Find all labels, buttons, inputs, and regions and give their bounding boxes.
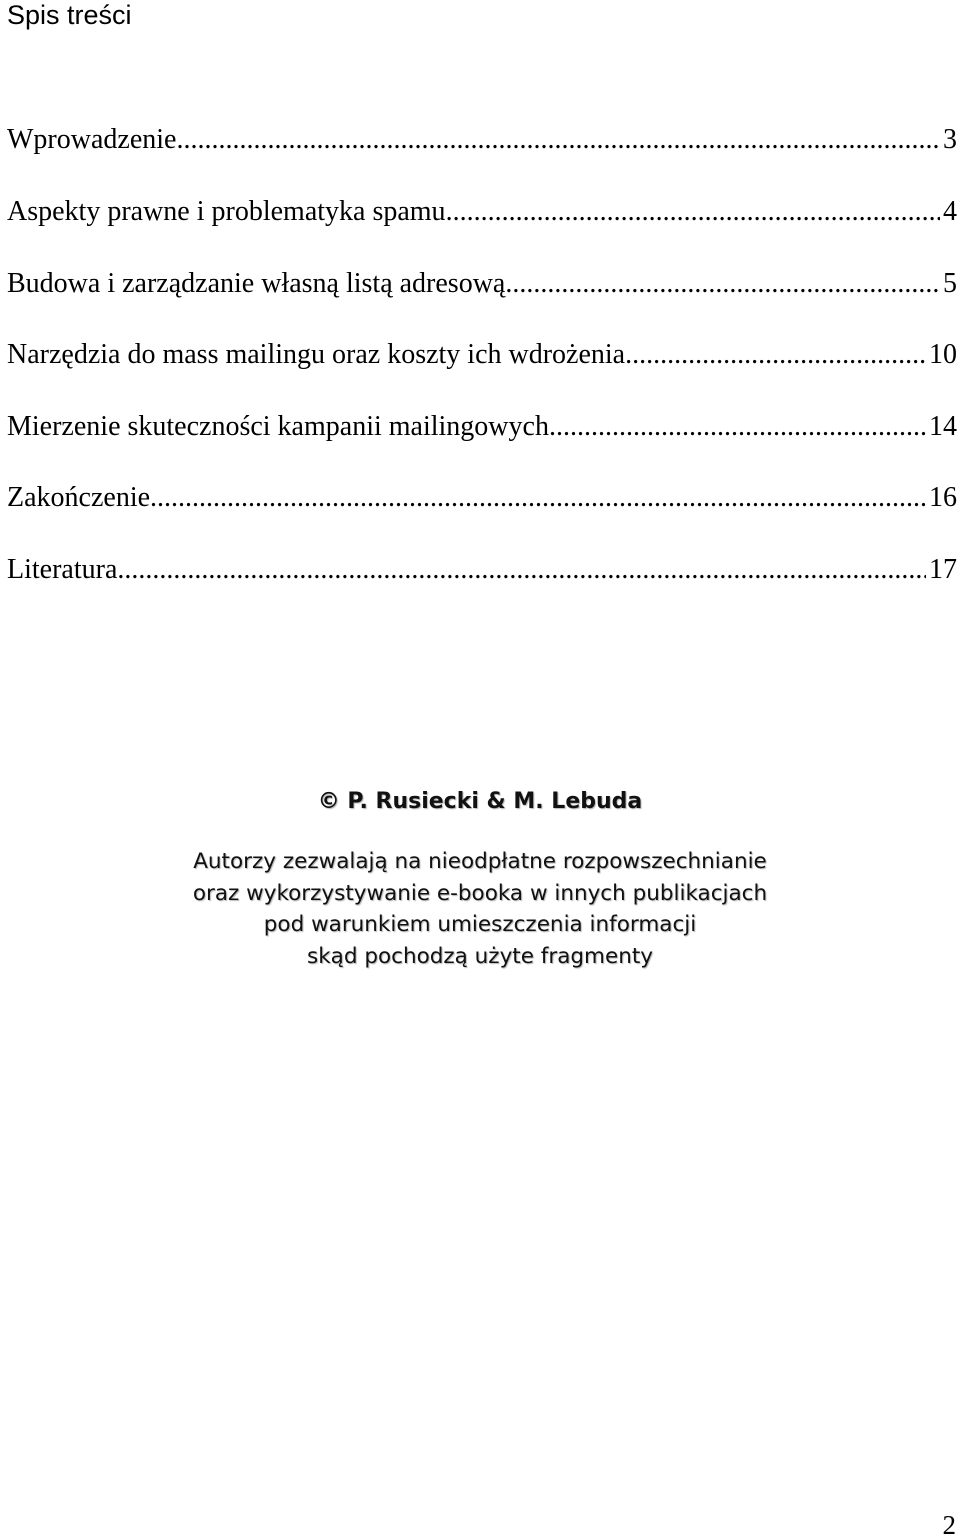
dot-leader [549,410,926,444]
toc-entry-title: Budowa i zarządzanie własną listą adresową [7,268,506,299]
toc-entry-page: 14 [929,411,957,442]
toc-entry-title: Mierzenie skuteczności kampanii mailingowych [7,411,549,442]
dot-leader [446,195,940,229]
toc-entry-title: Aspekty prawne i problematyka spamu [7,196,446,227]
permission-line: pod warunkiem umieszczenia informacji [263,912,697,937]
toc-entry-page: 5 [943,268,957,299]
toc-entry[interactable] [7,195,957,267]
toc-entry-page: 10 [929,339,957,370]
table-of-contents [7,123,957,625]
dot-leader [625,338,926,372]
dot-leader [176,123,940,157]
toc-entry[interactable] [7,267,957,338]
toc-entry-title: Narzędzia do mass mailingu oraz koszty ich wdrożenia [7,339,626,370]
toc-entry[interactable] [7,481,957,553]
toc-entry-title: Wprowadzenie [7,124,177,155]
permission-line: skąd pochodzą użyte fragmenty [307,943,653,969]
credits-block [0,786,960,972]
toc-entry-title: Zakończenie [7,482,151,513]
copyright-notice: © P. Rusiecki & M. Lebuda [317,789,643,814]
toc-entry[interactable] [7,123,957,195]
dot-leader [117,553,926,587]
toc-entry-title: Literatura [7,554,118,585]
toc-entry-page: 17 [929,554,957,585]
toc-entry-page: 3 [943,124,957,155]
permission-line: oraz wykorzystywanie e-booka w innych publikacjach [192,880,768,906]
toc-entry-page: 4 [943,196,957,227]
toc-entry[interactable] [7,338,957,410]
toc-entry[interactable] [7,553,957,625]
dot-leader [505,267,940,301]
toc-entry-page: 16 [929,482,957,513]
permission-notice [0,846,960,972]
toc-heading: Spis treści [7,0,132,30]
dot-leader [150,481,926,515]
permission-line: Autorzy zezwalają na nieodpłatne rozpowszechnianie [193,849,767,874]
toc-entry[interactable] [7,410,957,481]
page-number: 2 [942,1510,956,1540]
